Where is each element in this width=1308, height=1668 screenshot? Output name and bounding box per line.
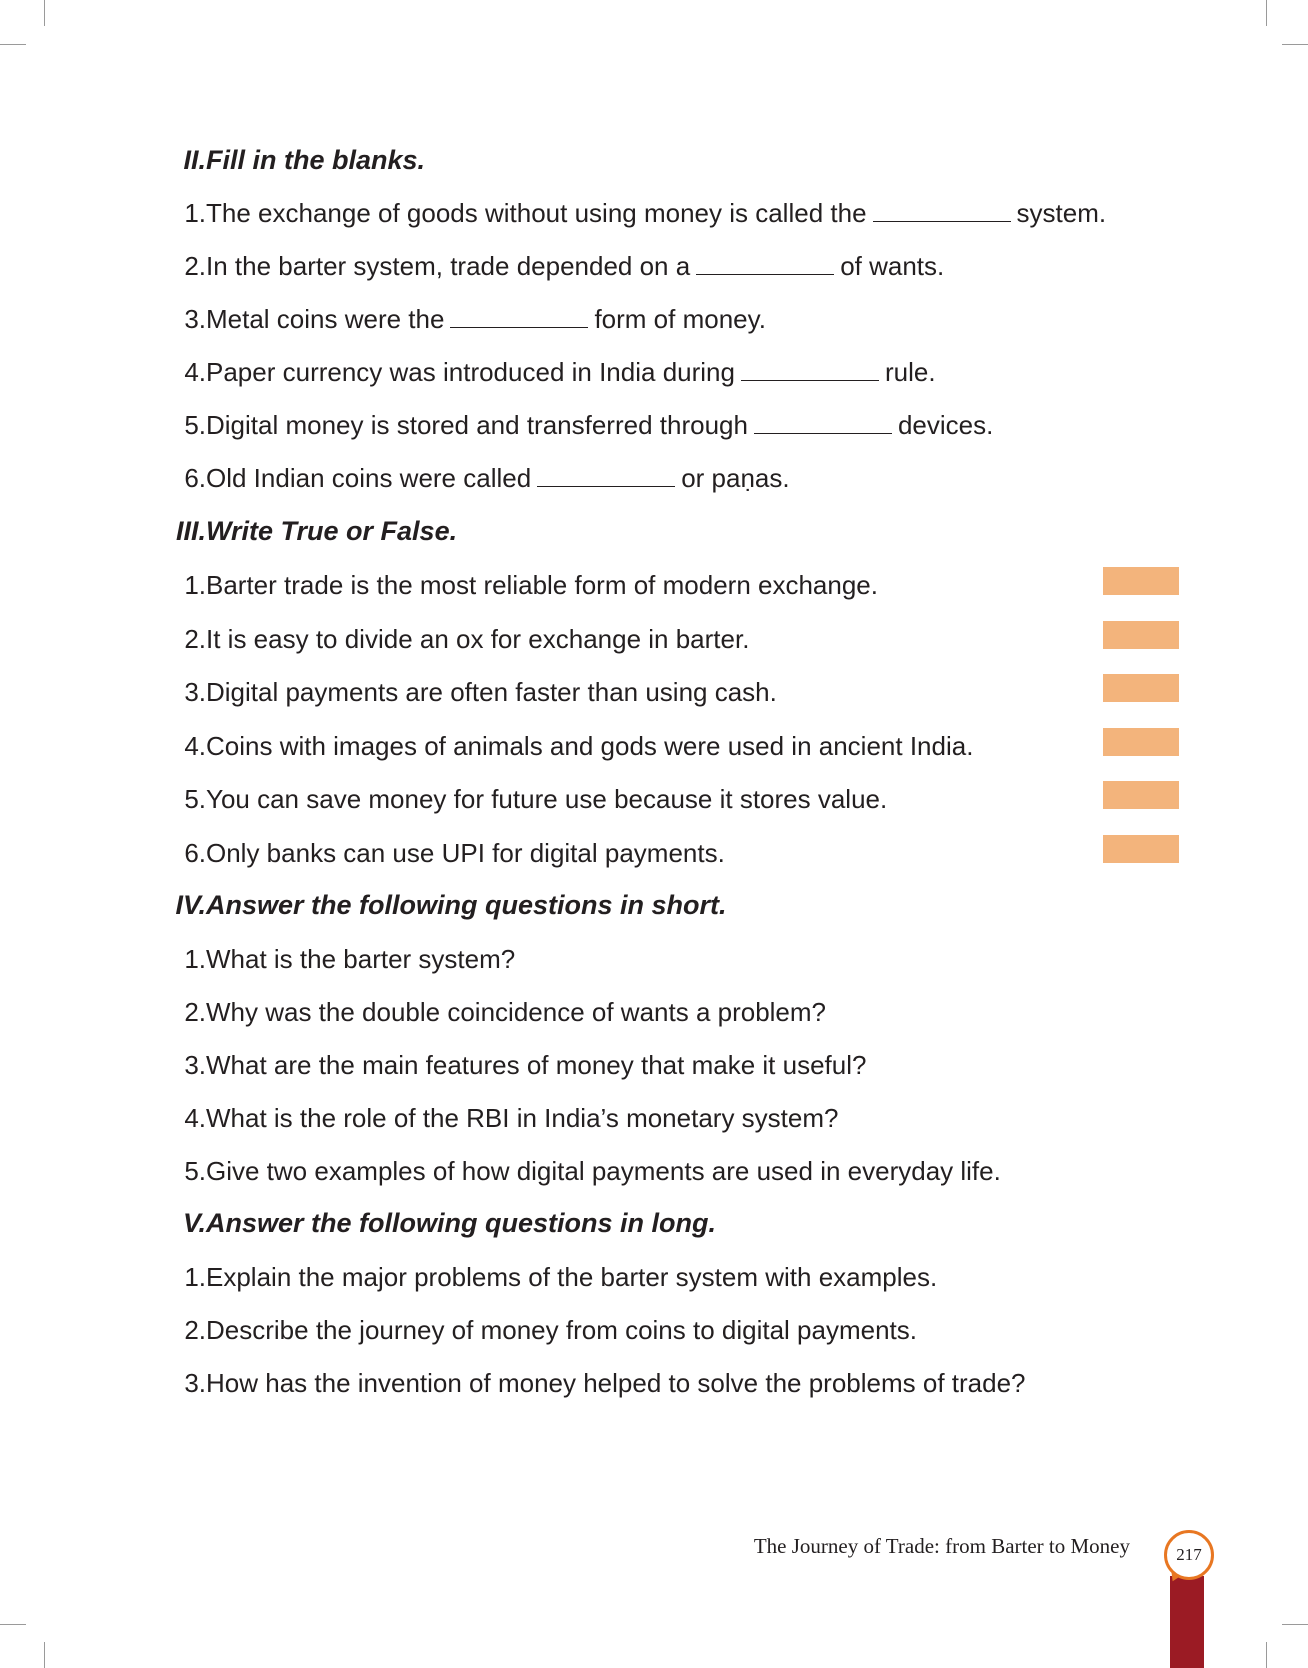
section-numeral: III. — [175, 516, 206, 546]
fill-item: 5. Digital money is stored and transferred through devices. — [184, 410, 994, 440]
short-question: 1. What is the barter system? — [184, 944, 516, 974]
long-question: 3. How has the invention of money helped to solve the problems of trade? — [184, 1368, 1026, 1398]
short-question: 5. Give two examples of how digital payments are used in everyday life. — [184, 1156, 1001, 1186]
section-title: Answer the following questions in short. — [206, 890, 727, 920]
section-heading-short-answers — [175, 890, 727, 921]
answer-blank[interactable] — [537, 464, 675, 487]
answer-blank[interactable] — [754, 411, 892, 434]
answer-blank[interactable] — [696, 252, 834, 275]
true-false-item: 4. Coins with images of animals and gods were used in ancient India. — [184, 731, 974, 761]
true-false-item: 1. Barter trade is the most reliable form of modern exchange. — [184, 570, 878, 600]
true-false-answer-box[interactable] — [1103, 728, 1179, 756]
section-title: Write True or False. — [206, 516, 458, 546]
true-false-answer-box[interactable] — [1103, 567, 1179, 595]
crop-mark — [1282, 1624, 1308, 1625]
short-question: 3. What are the main features of money that make it useful? — [184, 1050, 867, 1080]
section-numeral: IV. — [175, 890, 206, 920]
true-false-item: 2. It is easy to divide an ox for exchange in barter. — [184, 624, 750, 654]
crop-mark — [0, 44, 26, 45]
short-question: 2. Why was the double coincidence of wants a problem? — [184, 997, 827, 1027]
section-numeral: V. — [182, 1208, 206, 1238]
page-ribbon — [1170, 1576, 1204, 1668]
true-false-item: 5. You can save money for future use because it stores value. — [184, 784, 888, 814]
page-number-badge — [1164, 1530, 1214, 1580]
crop-mark — [1266, 0, 1267, 26]
long-question: 2. Describe the journey of money from coins to digital payments. — [184, 1315, 918, 1345]
fill-item: 2. In the barter system, trade depended on a of wants. — [184, 251, 945, 281]
section-title: Fill in the blanks. — [206, 145, 426, 175]
true-false-answer-box[interactable] — [1103, 621, 1179, 649]
long-question: 1. Explain the major problems of the barter system with examples. — [184, 1262, 938, 1292]
page-number: 217 — [1176, 1545, 1202, 1564]
crop-mark — [1282, 44, 1308, 45]
crop-mark — [44, 1642, 45, 1668]
answer-blank[interactable] — [873, 199, 1011, 222]
true-false-item: 3. Digital payments are often faster than using cash. — [184, 677, 777, 707]
answer-blank[interactable] — [450, 305, 588, 328]
section-heading-long-answers — [182, 1208, 716, 1239]
crop-mark — [0, 1624, 26, 1625]
chapter-title-footer: The Journey of Trade: from Barter to Money — [753, 1534, 1130, 1558]
true-false-answer-box[interactable] — [1103, 835, 1179, 863]
crop-mark — [1266, 1642, 1267, 1668]
true-false-answer-box[interactable] — [1103, 674, 1179, 702]
answer-blank[interactable] — [741, 358, 879, 381]
true-false-answer-box[interactable] — [1103, 781, 1179, 809]
section-title: Answer the following questions in long. — [206, 1208, 716, 1238]
fill-item: 3. Metal coins were the form of money. — [184, 304, 766, 334]
fill-item: 4. Paper currency was introduced in India during rule. — [184, 357, 936, 387]
fill-item: 6. Old Indian coins were called or paṇas. — [184, 463, 790, 493]
section-heading-true-false — [175, 516, 458, 547]
section-numeral: II. — [183, 145, 206, 175]
fill-item: 1. The exchange of goods without using money is called the system. — [184, 198, 1107, 228]
short-question: 4. What is the role of the RBI in India’s monetary system? — [184, 1103, 839, 1133]
crop-mark — [44, 0, 45, 26]
true-false-item: 6. Only banks can use UPI for digital payments. — [184, 838, 725, 868]
section-heading-fill-blanks — [183, 145, 426, 176]
